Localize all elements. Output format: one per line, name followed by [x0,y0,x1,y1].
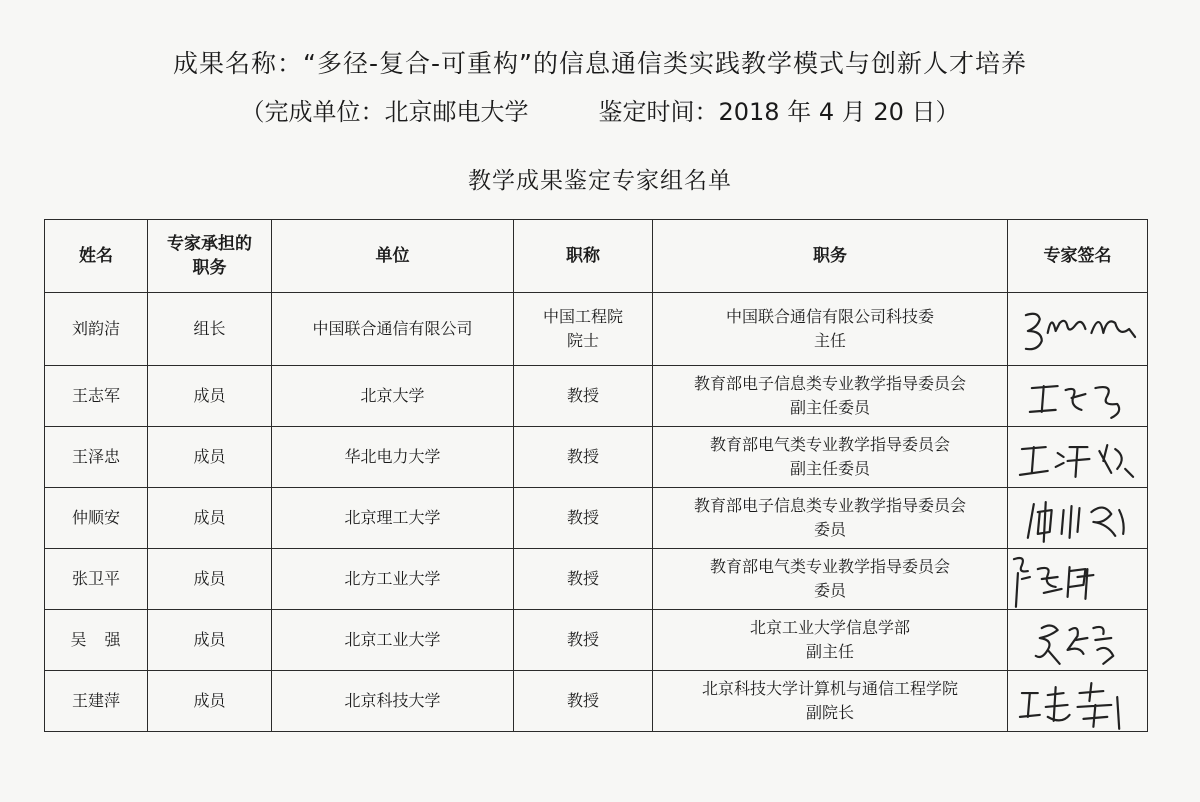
duty-line: 北京科技大学计算机与通信工程学院 [701,679,958,698]
title-line: 中国工程院 [542,307,623,326]
duty-line: 北京工业大学信息学部 [749,618,910,637]
cell-unit: 华北电力大学 [272,427,514,488]
col-header-unit: 单位 [272,220,514,293]
cell-signature [1008,671,1148,732]
title-line: 院士 [566,331,599,350]
cell-unit: 北京科技大学 [272,671,514,732]
cell-signature [1008,366,1148,427]
cell-signature [1008,549,1148,610]
table-row [45,549,1148,610]
table-header-row [45,220,1148,293]
table-row [45,427,1148,488]
expert-table [44,219,1148,732]
cell-signature [1008,293,1148,366]
handwritten-signature [1008,488,1147,548]
cell-duty [653,488,1008,549]
cell-unit: 中国联合通信有限公司 [272,293,514,366]
duty-line: 教育部电子信息类专业教学指导委员会 [693,374,966,393]
cell-name [45,610,148,671]
cell-title: 教授 [514,671,653,732]
document-title: 成果名称：“多径-复合-可重构”的信息通信类实践教学模式与创新人才培养 [173,49,1027,78]
cell-title: 教授 [514,549,653,610]
cell-duty [653,293,1008,366]
cell-duty [653,671,1008,732]
duty-line: 教育部电气类专业教学指导委员会 [709,557,950,576]
table-row [45,293,1148,366]
handwritten-signature [1008,427,1147,487]
duty-line: 副主任 [805,642,854,661]
col-header-role-text: 专家承担的职务 [167,234,252,278]
handwritten-signature [1008,671,1147,731]
cell-unit: 北京工业大学 [272,610,514,671]
list-heading: 教学成果鉴定专家组名单 [468,168,732,194]
col-header-role [148,220,272,293]
cell-name: 仲顺安 [45,488,148,549]
table-row [45,610,1148,671]
cell-name: 王建萍 [45,671,148,732]
cell-role: 成员 [148,610,272,671]
col-header-title: 职称 [514,220,653,293]
appraisal-date: 鉴定时间：2018 年 4 月 20 日） [598,98,960,126]
duty-line: 委员 [813,581,846,600]
cell-signature [1008,488,1148,549]
duty-line: 副主任委员 [789,459,870,478]
handwritten-signature [1008,549,1147,609]
cell-name: 王志军 [45,366,148,427]
cell-unit: 北京理工大学 [272,488,514,549]
handwritten-signature [1008,610,1147,670]
handwritten-signature [1008,293,1147,365]
cell-duty [653,549,1008,610]
handwritten-signature [1008,366,1147,426]
cell-role: 成员 [148,549,272,610]
cell-unit: 北方工业大学 [272,549,514,610]
col-header-duty: 职务 [653,220,1008,293]
cell-name: 张卫平 [45,549,148,610]
cell-duty [653,427,1008,488]
cell-duty [653,366,1008,427]
duty-line: 教育部电气类专业教学指导委员会 [709,435,950,454]
duty-line: 主任 [813,331,846,350]
col-header-signature: 专家签名 [1008,220,1148,293]
completion-unit: （完成单位：北京邮电大学 [240,98,529,126]
table-row [45,488,1148,549]
duty-line: 教育部电子信息类专业教学指导委员会 [693,496,966,515]
duty-line: 副院长 [805,703,854,722]
cell-title: 教授 [514,366,653,427]
table-row [45,671,1148,732]
cell-signature [1008,610,1148,671]
cell-title: 教授 [514,610,653,671]
cell-role: 成员 [148,671,272,732]
cell-role: 成员 [148,488,272,549]
cell-title [514,293,653,366]
cell-duty [653,610,1008,671]
cell-role: 成员 [148,366,272,427]
col-header-name: 姓名 [45,220,148,293]
expert-name: 吴 强 [70,630,122,649]
cell-title: 教授 [514,427,653,488]
cell-name: 刘韵洁 [45,293,148,366]
cell-role: 组长 [148,293,272,366]
cell-role: 成员 [148,427,272,488]
duty-line: 副主任委员 [789,398,870,417]
cell-unit: 北京大学 [272,366,514,427]
duty-line: 中国联合通信有限公司科技委 [725,307,934,326]
table-row [45,366,1148,427]
duty-line: 委员 [813,520,846,539]
document-subtitle [0,92,1200,127]
cell-signature [1008,427,1148,488]
cell-name: 王泽忠 [45,427,148,488]
cell-title: 教授 [514,488,653,549]
